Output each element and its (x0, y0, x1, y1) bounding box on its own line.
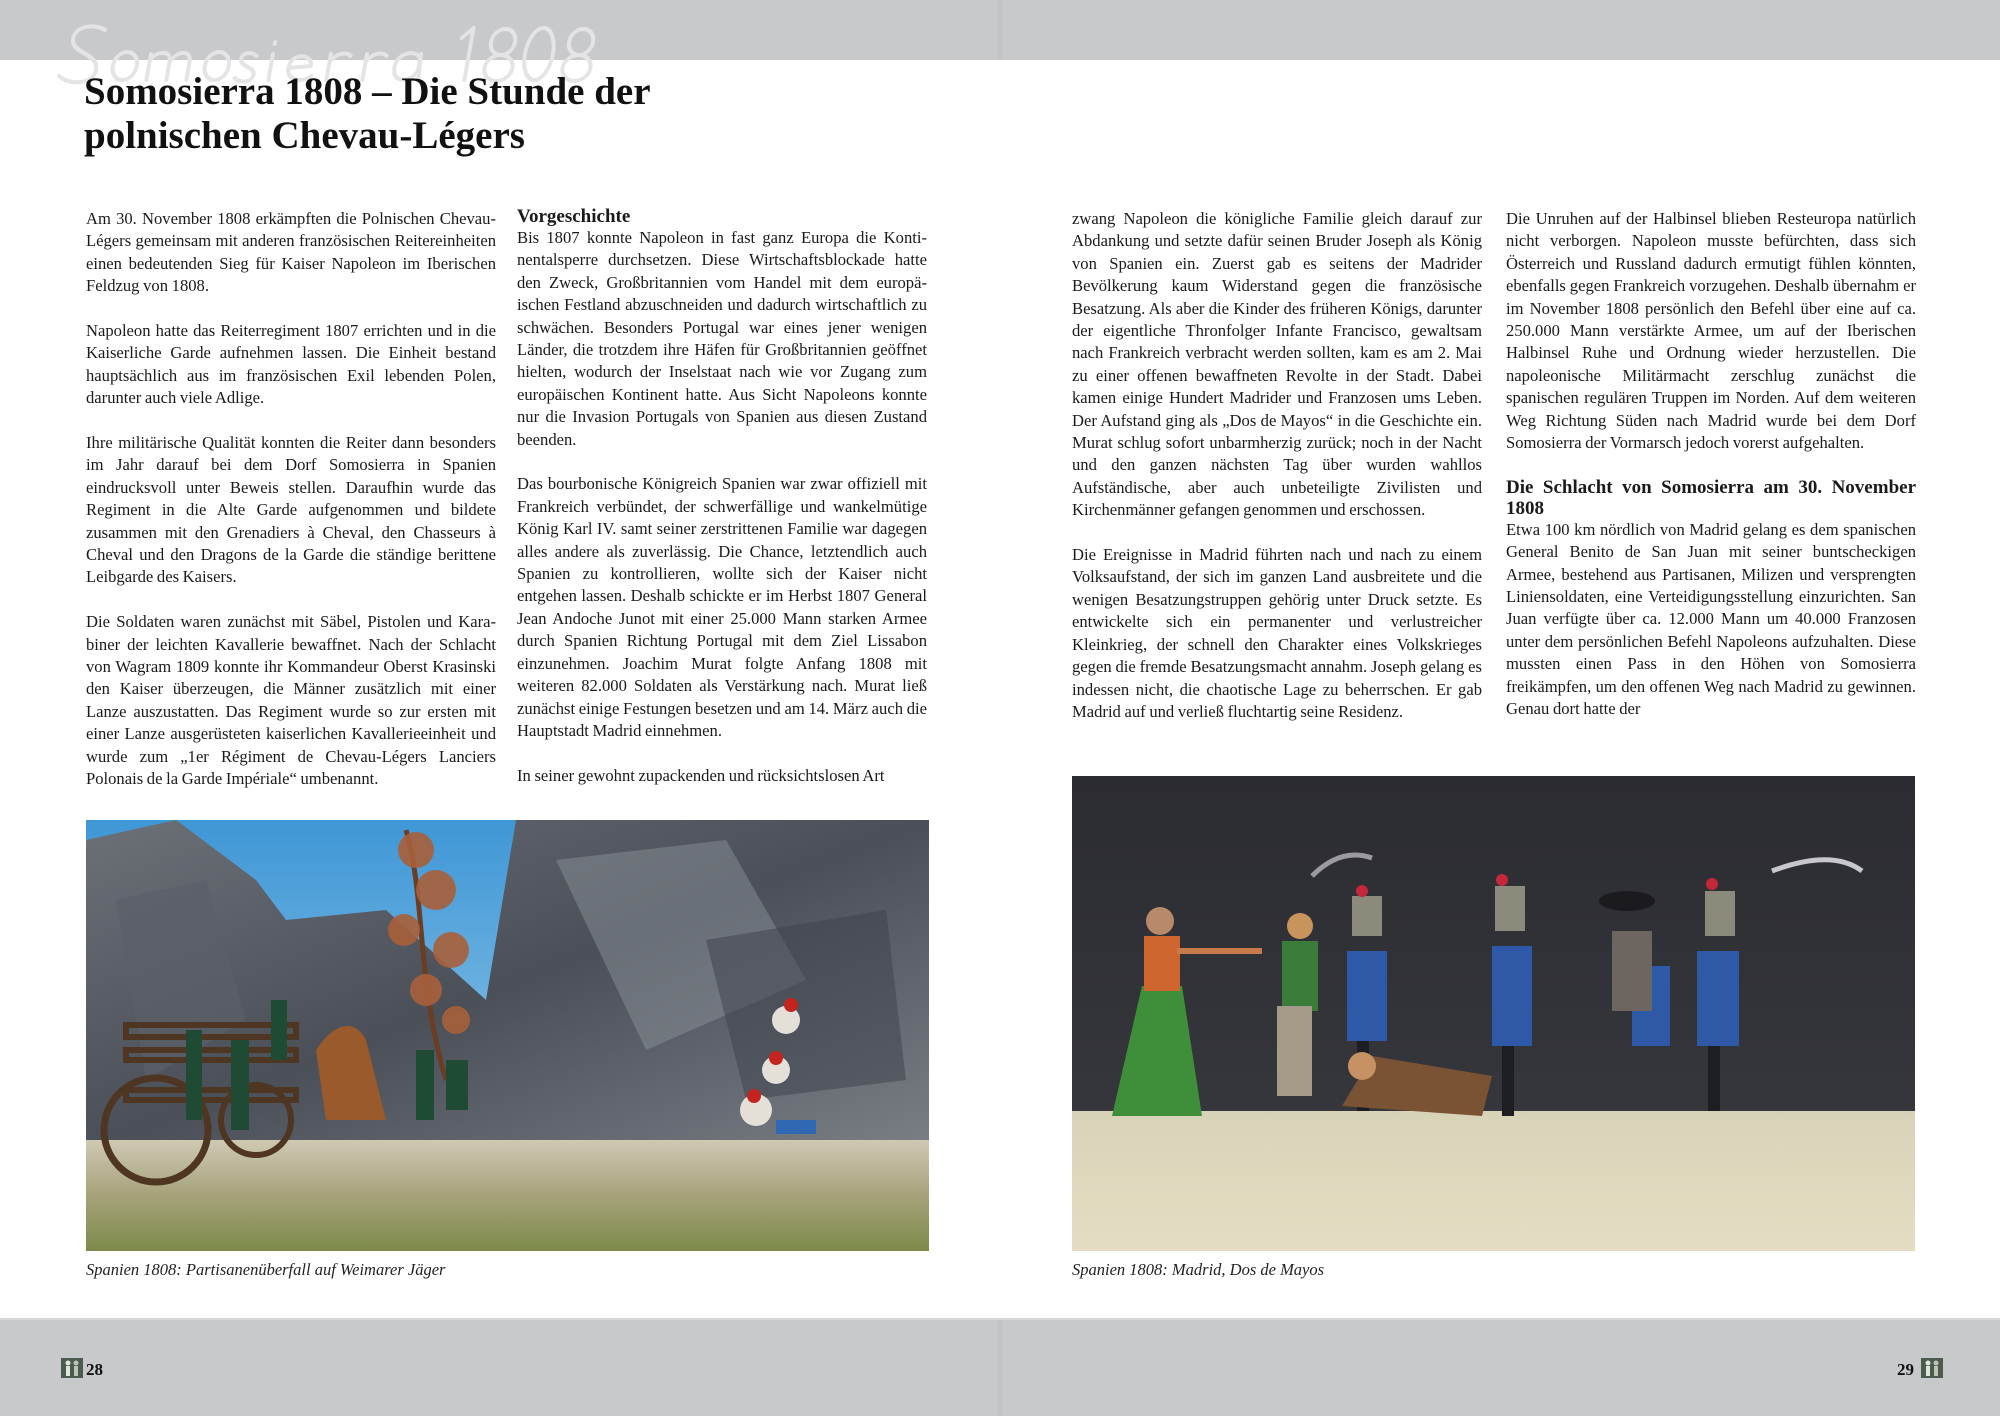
body-paragraph: Etwa 100 km nördlich von Madrid gelang es dem spanischen General Benito de San Juan mit seiner buntscheckigen Armee, bestehend aus Partisanen, Milizen und versprengten Liniensoldaten, eine Verteidigungsstellung einzurichten. San Juan verfügte über ca. 12.000 Mann um 40.000 Franzosen unter dem persönlichen Befehl Napoleons aufzuhalten. Diese mussten einen Pass in den Höhen von Somosierra freikämpfen, um den offenen Weg nach Madrid zu gewinnen. Genau dort hatte der (1506, 519, 1916, 719)
body-paragraph: Napoleon hatte das Reiterregiment 1807 errichten und in die Kaiserliche Garde aufnehmen lassen. Die Einheit bestand hauptsächlich aus im französischen Exil lebenden Polen, darunter auch viele Adlige. (86, 321, 496, 408)
page-number-right: 29 (1897, 1360, 1914, 1379)
body-paragraph: Die Soldaten waren zunächst mit Säbel, Pistolen und Karabiner der leichten Kavallerie bewaffnet. Nach der Schlacht von Wagram 1809 konnte ihr Kommandeur Oberst Krasinski den Kaiser überzeugen, die Männer zusätzlich mit einer Lanze auszustatten. Das Regiment wurde so zur ersten mit einer Lanze ausgerüsteten kaiserlichen Kavallerieeinheit und wurde zum „1er Régiment de Chevau-Légers Lanciers Polonais de la Garde Impériale“ umbenannt. (86, 612, 496, 789)
figure-photo-dos-de-mayo (1072, 776, 1915, 1251)
body-paragraph: Die Unruhen auf der Halbinsel blieben Resteuropa natürlich nicht verborgen. Napoleon musste befürchten, dass sich Österreich und Russland dadurch ermutigt fühlen könnten, ebenfalls gegen Frankreich vorzugehen. Deshalb übernahm er im November 1808 persönlich den Befehl über eine auf ca. 250.000 Mann verstärkte Armee, um auf der Iberischen Halbinsel Ruhe und Ordnung wieder herzustellen. Die napoleonische Militärmacht zerschlug zunächst die spanischen regulären Truppen im Norden. Auf dem weiteren Weg Richtung Süden nach Madrid wurde bei dem Dorf Somosierra der Vormarsch jedoch vorerst aufgehalten. (1506, 209, 1916, 453)
body-paragraph: Am 30. November 1808 erkämpften die Polnischen Chevau-Légers gemeinsam mit anderen französischen Reitereinheiten einen bedeutenden Sieg für Kaiser Napoleon im Iberischen Feldzug von 1808. (86, 209, 496, 296)
diorama-figures-photo-icon (1072, 776, 1915, 1251)
body-paragraph: Die Ereignisse in Madrid führten nach und nach zu einem Volksaufstand, der sich im ganzen Land ausbreitete und die wenigen Besatzungstruppen gehörig unter Druck setzte. Es entwickelte sich ein permanenter und verlustreicher Kleinkrieg, der schnell den Charakter eines Volkskrieges gegen die fremde Besatzungsmacht annahm. Joseph gelang es indessen nicht, die chaotische Lage zu beherrschen. Er gab Madrid auf und verließ fluchtartig seine Residenz. (1072, 545, 1482, 721)
body-paragraph: Ihre militärische Qualität konnten die Reiter dann besonders im Jahr darauf bei dem Dorf Somosierra in Spanien eindrucksvoll unter Beweis stellen. Daraufhin wurde das Regiment in die Alte Garde aufgenommen und bildete zusammen mit den Grenadiers à Cheval, den Chasseurs à Cheval und den Dragons de la Garde die ständige berittene Leibgarde des Kaisers. (86, 433, 496, 587)
gutter (998, 1320, 1002, 1416)
section-heading: Die Schlacht von Somosierra am 30. November 1808 (1506, 476, 1916, 519)
section-heading: Vorgeschichte (517, 206, 631, 227)
diorama-rocks-photo-icon (86, 820, 929, 1251)
title-line-2: polnischen Chevau-Légers (84, 114, 525, 157)
body-paragraph: In seiner gewohnt zupackenden und rücksichtslosen Art (517, 765, 885, 785)
page-number-left: 28 (86, 1360, 103, 1379)
text-column-2 (517, 206, 927, 787)
title-line-1: Somosierra 1808 – Die Stunde der (84, 70, 651, 113)
figures-logo-icon (61, 1358, 83, 1378)
gutter (998, 0, 1002, 60)
footer-band (0, 1318, 2000, 1416)
figure-photo-partisan-ambush (86, 820, 929, 1251)
figures-logo-icon (1921, 1358, 1943, 1378)
text-column-4 (1506, 208, 1916, 721)
body-paragraph: zwang Napoleon die königliche Familie gleich darauf zur Abdankung und setzte dafür seinen Bruder Joseph als König von Spanien ein. Zuerst gab es seitens der Madrider Bevölkerung kaum Widerstand gegen die französische Besatzung. Als aber die Kinder des früheren Königs, darunter der eigentliche Thronfolger Infante Francisco, gewaltsam nach Frankreich verbracht werden sollten, kam es am 2. Mai zu einer offenen bewaffneten Revolte in der Stadt. Dabei kamen einige Hundert Madrider und Franzosen ums Leben. Der Aufstand ging als „Dos de Mayos“ in die Geschichte ein. Murat schlug sofort unbarmherzig zurück; noch in der Nacht und den ganzen nächsten Tag über wurden wahllos Aufständische, aber auch unbeteiligte Zivilisten und Kirchenmänner gefangen genommen und erschossen. (1072, 209, 1482, 520)
article-title (84, 70, 651, 158)
body-paragraph: Bis 1807 konnte Napoleon in fast ganz Europa die Kontinentalsperre durchsetzen. Diese Wirtschaftsblockade hatte den Zweck, Großbritannien vom Handel mit dem europäischen Festland abzuschneiden und dadurch wirtschaftlich zu schwächen. Besonders Portugal war eines jener wenigen Länder, die trotzdem ihre Häfen für Großbritannien geöffnet hielten, wodurch der Inselstaat nach wie vor Zugang zum europäischen Kontinent hatte. Aus Sicht Napoleons konnte nur die Invasion Portugals von Spanien aus diesen Zustand beenden. (517, 228, 927, 449)
text-column-3 (1072, 208, 1482, 723)
body-paragraph: Das bourbonische Königreich Spanien war zwar offiziell mit Frankreich verbündet, der schwerfällige und wankelmütige König Karl IV. samt seiner zerstrittenen Familie war dagegen alles andere als zuverlässig. Die Chance, letztendlich auch Spanien zu kontrollieren, wollte sich der Kaiser nicht entgehen lassen. Deshalb schickte er im Herbst 1807 General Jean Andoche Junot mit einer 25.000 Mann starken Armee durch Spanien Richtung Portugal mit dem Ziel Lissabon einzunehmen. Joachim Murat folgte Anfang 1808 mit weiteren 82.000 Soldaten als Verstärkung nach. Murat ließ zunächst einige Festungen besetzen und am 14. März auch die Hauptstadt Madrid einnehmen. (517, 474, 927, 740)
figure-caption-1: Spanien 1808: Partisanenüberfall auf Weimarer Jäger (86, 1260, 446, 1279)
figure-caption-2: Spanien 1808: Madrid, Dos de Mayos (1072, 1260, 1325, 1279)
text-column-1 (86, 208, 496, 791)
